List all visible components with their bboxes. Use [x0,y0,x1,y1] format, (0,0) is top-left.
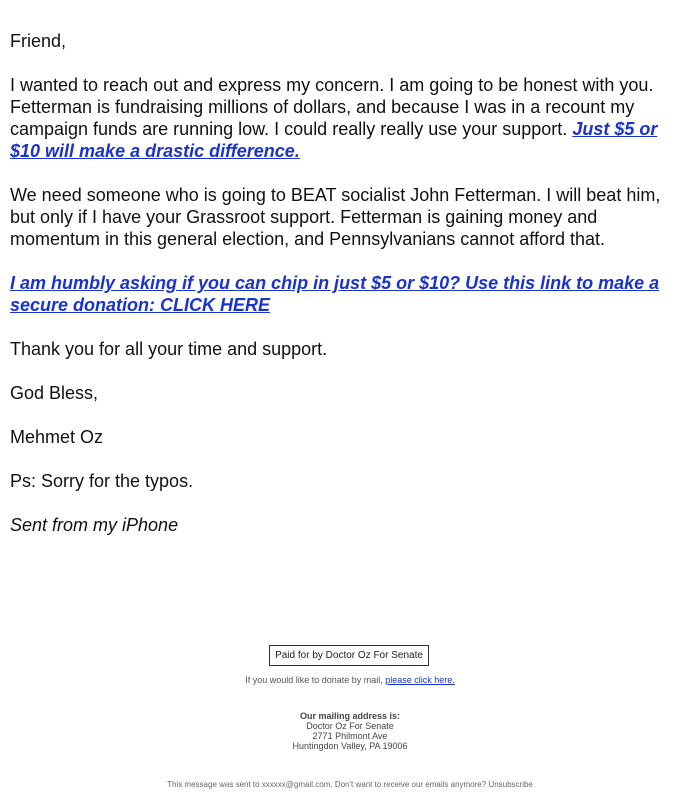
mailing-address [0,711,700,751]
sent-from-line: Sent from my iPhone [10,515,179,535]
address-city: Huntingdon Valley, PA 19006 [292,741,408,751]
unsubscribe-notice[interactable]: This message was sent to xxxxxx@gmail.com. Don't want to receive our emails anymore? Unsubscribe [167,780,533,789]
donate-link-main[interactable]: I am humbly asking if you can chip in just $5 or $10? Use this link to make a secure donation: CLICK HERE [10,273,660,315]
thanks-line: Thank you for all your time and support. [10,339,328,359]
address-org: Doctor Oz For Senate [306,721,394,731]
closing-line: God Bless, [10,383,99,403]
paragraph-fetterman: We need someone who is going to BEAT socialist John Fetterman. I will beat him, but only if I have your Grassroot support. Fetterman is gaining money and momentum in this general election, and Pennsylvanians cannot afford that. [10,185,661,249]
ask-paragraph [10,272,670,316]
ps-line: Ps: Sorry for the typos. [10,471,194,491]
paragraph-concern-text: I wanted to reach out and express my concern. I am going to be honest with you. Fetterman is fundraising millions of dollars, and because I was in a recount my campaign funds are running low. I could really really use your support. [10,75,654,139]
mail-donate-line [0,675,700,685]
greeting: Friend, [10,31,67,51]
mail-donate-text: If you would like to donate by mail, [245,675,386,685]
donate-link-inline[interactable]: Just $5 or $10 will make a drastic difference. [10,119,658,161]
mail-donate-link[interactable]: please click here. [385,675,455,685]
signature-name: Mehmet Oz [10,427,104,447]
email-footer [0,645,700,790]
email-body [10,30,670,558]
paid-for-disclaimer: Paid for by Doctor Oz For Senate [269,645,429,666]
paragraph-concern [10,74,670,162]
address-street: 2771 Philmont Ave [312,731,388,741]
address-title: Our mailing address is: [299,711,401,721]
